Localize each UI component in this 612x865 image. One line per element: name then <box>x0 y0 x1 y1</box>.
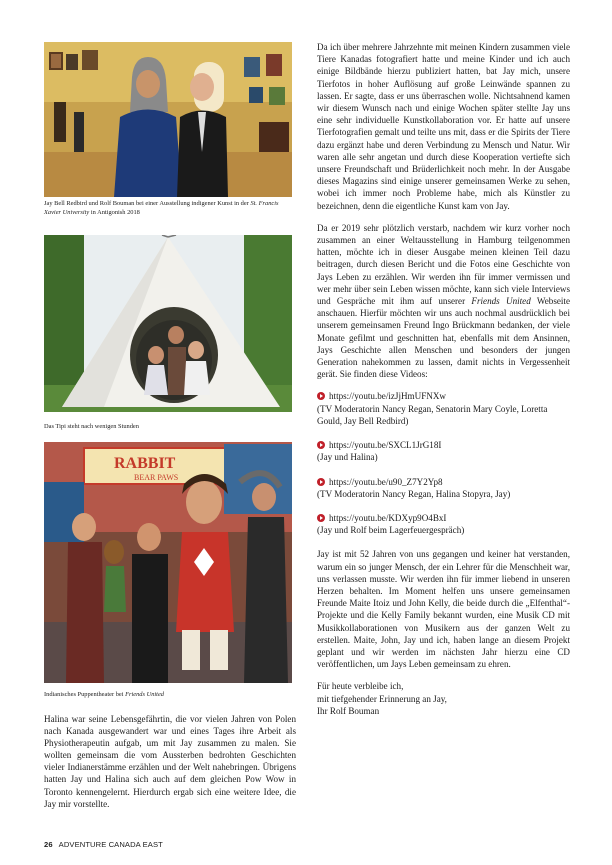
left-column-text <box>44 713 296 820</box>
caption-photo-puppet: Indianisches Puppentheater bei Friends United <box>44 691 164 698</box>
play-icon <box>317 514 325 522</box>
left-paragraph-1: Halina war seine Lebensgefährtin, die vor vielen Jahren von Polen nach Kanada ausgewandert war und eines Tages ihre Arbeit als Physiotherapeutin aufgab, um mit Jay zusammen zu malen. Sie wollten gemeinsam die vom Aussterben bedrohten Geschichten vieler Indianerstämme erzählen und der Welt nahebringen. Übrigens hatten Jay und Halina sich auch auf dem gleichen Pow Wow in Toronto kennengelernt. Hierdurch ergab sich eine weitere Idee, die Jay mir vorstellte. <box>44 714 296 809</box>
video-link-description: (Jay und Halina) <box>317 452 378 463</box>
play-icon <box>317 441 325 449</box>
video-link-description: (TV Moderatorin Nancy Regan, Halina Stopyra, Jay) <box>317 488 511 499</box>
video-link-description: (Jay und Rolf beim Lagerfeuergespräch) <box>317 525 465 536</box>
puppet-sign-title: RABBIT <box>114 455 176 472</box>
play-icon <box>317 392 325 400</box>
photo-puppet-theater <box>44 442 292 683</box>
page-number: 26 <box>44 840 53 849</box>
video-link-item <box>317 476 570 500</box>
page-footer <box>44 840 163 849</box>
video-link-url[interactable]: https://youtu.be/KDXyp9O4BxI <box>329 512 447 523</box>
photo-gallery-exhibition <box>44 42 292 197</box>
photo-tipi <box>44 235 292 412</box>
magazine-name: ADVENTURE CANADA EAST <box>58 840 163 849</box>
right-paragraph-2: Da er 2019 sehr plötzlich verstarb, nachdem wir kurz vorher noch zusammen an einer Weltausstellung in Hamburg teilgenommen hatten, möchte ich in dieser Ausgabe meinen kleinen Teil dazu beitragen, durch diesen Bericht und die Fotos eine Geschichte von Jays Leben zu erzählen. Wir werden ihn für immer vermissen und wer mehr über sein Leben wissen möchte, kann sich viele Interviews und Gespräche mit ihm auf unserer Friends United Webseite anschauen. Hierfür möchten wir uns auch nochmal ausdrücklich bei unserem gemeinsamen Freund Ingo Brückmann bedanken, der viele Monate gefilmt und geschnitten hat, ebenfalls mit dem Ansinnen, Jays Geschichte allen Menschen und besonders der jungen Generation nahekommen zu lassen, damit nichts in Vergessenheit gerät. Sie finden diese Videos: <box>317 222 570 380</box>
video-link-item <box>317 512 570 536</box>
video-link-item <box>317 390 570 427</box>
right-paragraph-3: Jay ist mit 52 Jahren von uns gegangen und keiner hat verstanden, warum ein so junger Mensch, der ein Lehrer für die Menschheit war, uns verlassen musste. Wir werden ihn für immer liebend in unseren Herzen behalten. Im Moment helfen uns unsere gemeinsamen Freunde Maite Itoiz und John Kelly, die beide durch die „Elfenthal“-Projekte und die Kelly Family bekannt wurden, eine Musik CD mit Musikkollaborationen von Musikern aus der ganzen Welt zu erstellen. Maite, John, Jay und ich, haben lange an diesem Projekt geplant und wir werden im nächsten Jahr hierzu eine CD veröffentlichen, um Jays Leben gemeinsam zu ehren. <box>317 549 570 670</box>
video-link-description: (TV Moderatorin Nancy Regan, Senatorin Mary Coyle, Loretta Gould, Jay Bell Redbird) <box>317 403 548 426</box>
video-link-url[interactable]: https://youtu.be/SXCL1JrG18I <box>329 440 442 451</box>
signature-line-3: Ihr Rolf Bouman <box>317 705 380 716</box>
caption-photo-gallery: Jay Bell Redbird und Rolf Bouman bei einer Ausstellung indigener Kunst in der St. Francis Xavier University in Antigonish 2018 <box>44 200 279 216</box>
signature-line-1: Für heute verbleibe ich, <box>317 681 404 692</box>
puppet-sign-subtitle: BEAR PAWS <box>134 473 179 482</box>
video-link-url[interactable]: https://youtu.be/izJjHmUFNXw <box>329 391 446 402</box>
caption-photo-tipi: Das Tipi steht nach wenigen Stunden <box>44 423 139 430</box>
right-paragraph-1: Da ich über mehrere Jahrzehnte mit meinen Kindern zusammen viele Tiere Kanadas fotografiert hatte und meine Kinder und ich auch einige Bildbände hierzu publiziert hatten, bat Jay mich, unsere Tierfotos in hoher Auflösung auf große Leinwände spannen zu lassen. Er sagte, dass er uns überraschen wolle. Nichtsahnend kamen wir diesem Wunsch nach und einige Wochen später stellte Jay uns eine sehr individuelle Kunstkollaboration vor. Er hatte auf unsere Tierfotografien gemalt und teilte uns mit, dass er die Spirits der Tiere dazu ergänzt habe und deren Verbindung zu Mensch und Natur. Wir waren alle sehr angetan und durch diese Kooperation vertiefte sich unsere Freundschaft und Brüderlichkeit noch mehr. In der Ausgabe dieses Magazins sind einige unserer gemeinsamen Werke zu sehen, wobei ich immer noch Probleme habe, mich als Künstler zu bezeichnen, denn die eigentliche Kunst kam von Jay. <box>317 42 570 211</box>
right-column-text <box>317 41 570 717</box>
signature-line-2: mit tiefgehender Erinnerung an Jay, <box>317 693 447 704</box>
video-link-url[interactable]: https://youtu.be/u90_Z7Y2Yp8 <box>329 476 443 487</box>
video-link-item <box>317 439 570 463</box>
signature-block <box>317 680 570 717</box>
play-icon <box>317 478 325 486</box>
